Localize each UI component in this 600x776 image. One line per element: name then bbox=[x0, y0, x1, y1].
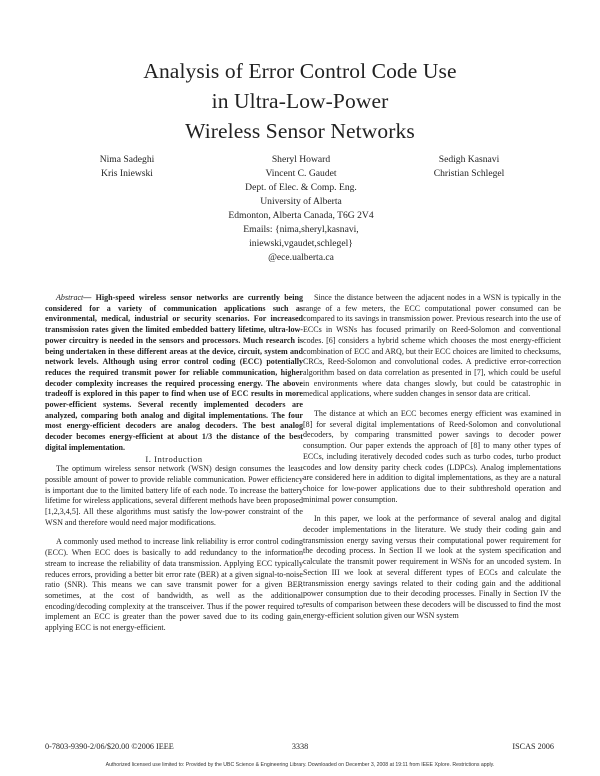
paragraph: The optimum wireless sensor network (WSN) design consumes the least possible amount of power to provide reliable communication. Power efficiency is important due to the limited battery life of each node. To increase the battery lifetime for wireless applications, several different methods have been proposed [1,2,3,4,5]. All these algorithms must satisfy the low-power constraint of the WSN and therefore would need major modifications. bbox=[45, 464, 303, 527]
authors-center bbox=[220, 153, 382, 265]
section-heading: I. Introduction bbox=[145, 453, 203, 464]
title-line-2: in Ultra-Low-Power bbox=[211, 89, 389, 113]
author-emails-line-1: Emails: {nima,sheryl,kasnavi, bbox=[243, 224, 359, 235]
affiliation-department: Dept. of Elec. & Comp. Eng. bbox=[245, 182, 357, 193]
left-column bbox=[45, 293, 303, 634]
title-line-1: Analysis of Error Control Code Use bbox=[143, 59, 457, 83]
paragraph: Since the distance between the adjacent nodes in a WSN is typically in the range of a few meters, the ECC computational power consumed can be compared to its savings in transmission power. Previous research into the use of ECCs in WSNs has focused primarily on Reed-Solomon and conventional codes. [6] considers a hybrid scheme which chooses the most energy-efficient combination of ECC and ARQ, but their ECC choices are limited to checksums, CRCs, Reed-Solomon and convolutional codes. A predictive error-correction algorithm based on data correlation as presented in [7], which could be useful in environments where data changes slowly, but could be catastrophic in medical applications, where sudden changes in sensor data are critical. bbox=[303, 293, 561, 399]
affiliation-university: University of Alberta bbox=[260, 196, 342, 207]
footer-page-number: 3338 bbox=[291, 742, 309, 751]
author-emails-line-3: @ece.ualberta.ca bbox=[268, 252, 334, 263]
authors-left bbox=[72, 153, 182, 181]
footer-conference: ISCAS 2006 bbox=[512, 742, 554, 751]
author-name: Sheryl Howard bbox=[271, 154, 331, 165]
author-emails-line-2: iniewski,vgaudet,schlegel} bbox=[249, 238, 353, 249]
paragraph: In this paper, we look at the performance of several analog and digital decoder implementations in the literature. We study their coding gain and transmission energy saving versus their computational power requirement for the decoding process. In Section II we look at the system specification and calculate the transmit power requirement in WSNs for an uncoded system. In Section III we look at several different types of ECCs and calculate the transmission energy savings related to their coding gain and the additional power consumption due to their decoding processes. Finally in Section IV the results of comparison between these decoders will be discussed to find the most energy-efficient solution given our WSN system bbox=[303, 514, 561, 620]
abstract bbox=[45, 293, 303, 454]
footer-copyright: 0-7803-9390-2/06/$20.00 ©2006 IEEE bbox=[45, 742, 174, 751]
title-line-3: Wireless Sensor Networks bbox=[185, 119, 415, 143]
paragraph: The distance at which an ECC becomes energy efficient was examined in [8] for several digital implementations of Reed-Solomon and convolutional decoders, by comparing transmitted power savings to decoder power consumption. Our paper extends the approach of [8] to many other types of ECCs, including iteratively decoded codes such as turbo codes, turbo product codes and low density parity check codes (LDPCs). Analog implementations are considered here in addition to digital implementations, as they are a natural choice for low-power applications due to their subthreshold operation and minimal power consumption. bbox=[303, 409, 561, 504]
author-name: Vincent C. Gaudet bbox=[265, 168, 337, 179]
abstract-label: Abstract bbox=[56, 293, 84, 302]
author-name: Christian Schlegel bbox=[433, 168, 505, 179]
authorization-note: Authorized licensed use limited to: Provided by the UBC Science & Engineering Library. Downloaded on December 3, 2008 at 19:11 from IEEE Xplore. Restrictions apply. bbox=[105, 762, 495, 768]
abstract-text: — High-speed wireless sensor networks are currently being considered for a variety of communication applications such as environmental, medical, industrial or security scenarios. For increased transmission rates given the limited embedded battery lifetime, ultra-low-power circuitry is needed in the sensors and processors. Much research is being undertaken in these different areas at the device, circuit, system and network levels. Although using error control coding (ECC) potentially reduces the required transmit power for reliable communication, higher decoder complexity increases the required processing energy. The above tradeoff is explored in this paper to find when use of ECC results in more power-efficient systems. Several recently implemented decoders are analyzed, comparing both analog and digital implementations. The four most energy-efficient decoders are analog decoders. The best analog decoder becomes energy-efficient at about 1/3 the distance of the best digital implementation. bbox=[45, 293, 303, 452]
author-name: Kris Iniewski bbox=[101, 168, 153, 179]
paper-title bbox=[0, 56, 600, 146]
authors-right bbox=[408, 153, 530, 181]
right-column bbox=[303, 293, 561, 621]
author-name: Nima Sadeghi bbox=[99, 154, 155, 165]
affiliation-address: Edmonton, Alberta Canada, T6G 2V4 bbox=[228, 210, 374, 221]
author-name: Sedigh Kasnavi bbox=[438, 154, 500, 165]
paragraph: A commonly used method to increase link reliability is error control coding (ECC). When ECC does is basically to add redundancy to the information stream to increase the reliability of data transmission. Applying ECC typically reduces errors, providing a better bit error rate (BER) at a given signal-to-noise ratio (SNR). This means we can save transmit power for a given BER sometimes, at the cost of bandwidth, as well as the additional encoding/decoding complexity at the transceiver. Thus if the power required to implement an ECC is greater than the power saved due to its coding gain, applying ECC is not energy-efficient. bbox=[45, 537, 303, 633]
